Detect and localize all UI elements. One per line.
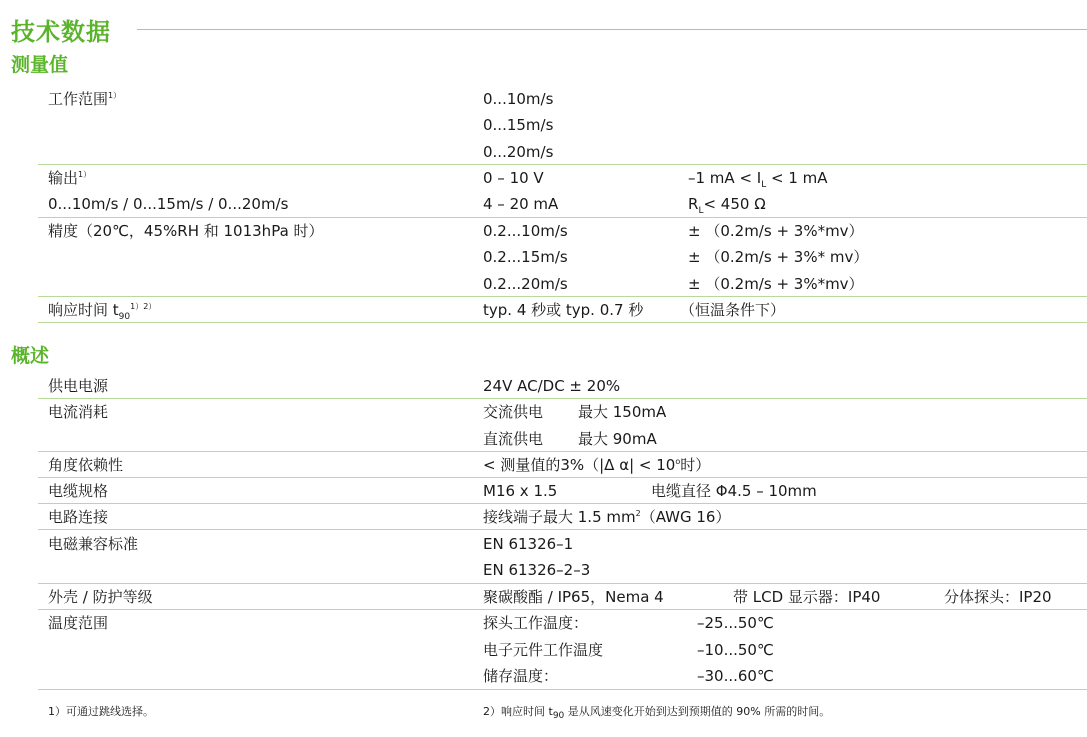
row-divider (38, 217, 1087, 218)
connection-value (483, 508, 730, 526)
accuracy-tolerance-3: ± （0.2m/s + 3%*mv） (688, 275, 864, 293)
footnote-2-sub: 90 (552, 711, 565, 722)
section-heading-measured: 测量值 (11, 54, 69, 76)
output-voltage-note (688, 169, 828, 190)
response-label-pre: 响应时间 t (48, 301, 119, 319)
row-divider (38, 164, 1087, 165)
output-current-note-pre: R (688, 195, 699, 213)
row-divider (38, 609, 1087, 610)
housing-label: 外壳 / 防护等级 (48, 588, 153, 606)
output-label-sup: 1） (78, 170, 92, 179)
output-voltage: 0 – 10 V (483, 169, 544, 187)
footnote-1: 1）可通过跳线选择。 (48, 705, 154, 718)
range-label (48, 90, 121, 108)
output-label-ranges: 0...10m/s / 0...15m/s / 0...20m/s (48, 195, 289, 213)
range-value-1: 0...10m/s (483, 90, 554, 108)
output-voltage-note-sub: L (761, 180, 767, 190)
cable-label: 电缆规格 (48, 482, 109, 500)
consumption-ac-label: 交流供电 (483, 403, 544, 421)
response-value: typ. 4 秒或 typ. 0.7 秒 (483, 301, 644, 319)
range-value-2: 0...15m/s (483, 116, 554, 134)
row-divider (38, 477, 1087, 478)
accuracy-range-2: 0.2...15m/s (483, 248, 568, 266)
housing-value: 聚碳酸酯 / IP65，Nema 4 (483, 588, 664, 606)
range-value-3: 0...20m/s (483, 143, 554, 161)
emc-value-2: EN 61326–2–3 (483, 561, 591, 579)
consumption-dc-value: 最大 90mA (578, 430, 657, 448)
accuracy-tolerance-2: ± （0.2m/s + 3%* mv） (688, 248, 869, 266)
footnote-2-post: 是从风速变化开始到达到预期值的 90% 所需的时间。 (564, 705, 831, 718)
title-rule (137, 29, 1087, 30)
housing-probe: 分体探头：IP20 (944, 588, 1052, 606)
response-label (48, 301, 157, 322)
emc-value-1: EN 61326–1 (483, 535, 574, 553)
footnote-2-pre: 2）响应时间 t (483, 705, 553, 718)
accuracy-label: 精度（20℃，45%RH 和 1013hPa 时） (48, 222, 324, 240)
cable-note: 电缆直径 Φ4.5 – 10mm (651, 482, 817, 500)
supply-value: 24V AC/DC ± 20% (483, 377, 621, 395)
angle-value (483, 456, 710, 474)
output-current-note (688, 195, 766, 216)
temperature-label: 温度范围 (48, 614, 109, 632)
output-label-text: 输出 (48, 169, 79, 187)
connection-label: 电路连接 (48, 508, 109, 526)
response-note: （恒温条件下） (680, 301, 786, 319)
footnote-2 (483, 703, 831, 722)
connection-value-post: （AWG 16） (640, 508, 731, 526)
section-heading-overview: 概述 (11, 345, 50, 367)
connection-value-pre: 接线端子最大 1.5 mm (483, 508, 636, 526)
accuracy-tolerance-1: ± （0.2m/s + 3%*mv） (688, 222, 864, 240)
output-current-note-post: < 450 Ω (703, 195, 766, 213)
temperature-value-1: –25...50℃ (697, 614, 774, 632)
temperature-name-3: 储存温度： (483, 667, 559, 685)
page-title: 技术数据 (11, 18, 111, 46)
consumption-dc-label: 直流供电 (483, 430, 544, 448)
row-divider (38, 529, 1087, 530)
title-row (11, 12, 1087, 44)
output-voltage-note-post: < 1 mA (766, 169, 828, 187)
output-current-note-sub: L (698, 206, 704, 216)
range-label-sup: 1） (108, 91, 122, 100)
row-divider (38, 451, 1087, 452)
output-voltage-note-pre: –1 mA < I (688, 169, 762, 187)
temperature-value-2: –10...50℃ (697, 641, 774, 659)
row-divider (38, 322, 1087, 323)
angle-value-sup: o (675, 457, 681, 466)
temperature-name-2: 电子元件工作温度 (483, 641, 604, 659)
row-divider (38, 398, 1087, 399)
response-label-sup: 1）2） (130, 302, 157, 311)
temperature-value-3: –30...60℃ (697, 667, 774, 685)
cable-value: M16 x 1.5 (483, 482, 558, 500)
row-divider (38, 583, 1087, 584)
angle-value-pre: < 测量值的3%（|Δ α| < 10 (483, 456, 676, 474)
response-label-sub: 90 (118, 312, 131, 322)
housing-lcd: 带 LCD 显示器：IP40 (733, 588, 881, 606)
consumption-ac-value: 最大 150mA (578, 403, 667, 421)
row-divider (38, 689, 1087, 690)
angle-value-post: 时） (680, 456, 711, 474)
connection-value-sup: 2 (635, 509, 641, 518)
row-divider (38, 296, 1087, 297)
accuracy-range-1: 0.2...10m/s (483, 222, 568, 240)
row-divider (38, 503, 1087, 504)
accuracy-range-3: 0.2...20m/s (483, 275, 568, 293)
consumption-label: 电流消耗 (48, 403, 109, 421)
temperature-name-1: 探头工作温度： (483, 614, 589, 632)
angle-label: 角度依赖性 (48, 456, 124, 474)
emc-label: 电磁兼容标准 (48, 535, 139, 553)
supply-label: 供电电源 (48, 377, 109, 395)
output-label (48, 169, 91, 187)
range-label-text: 工作范围 (48, 90, 109, 108)
output-current: 4 – 20 mA (483, 195, 559, 213)
